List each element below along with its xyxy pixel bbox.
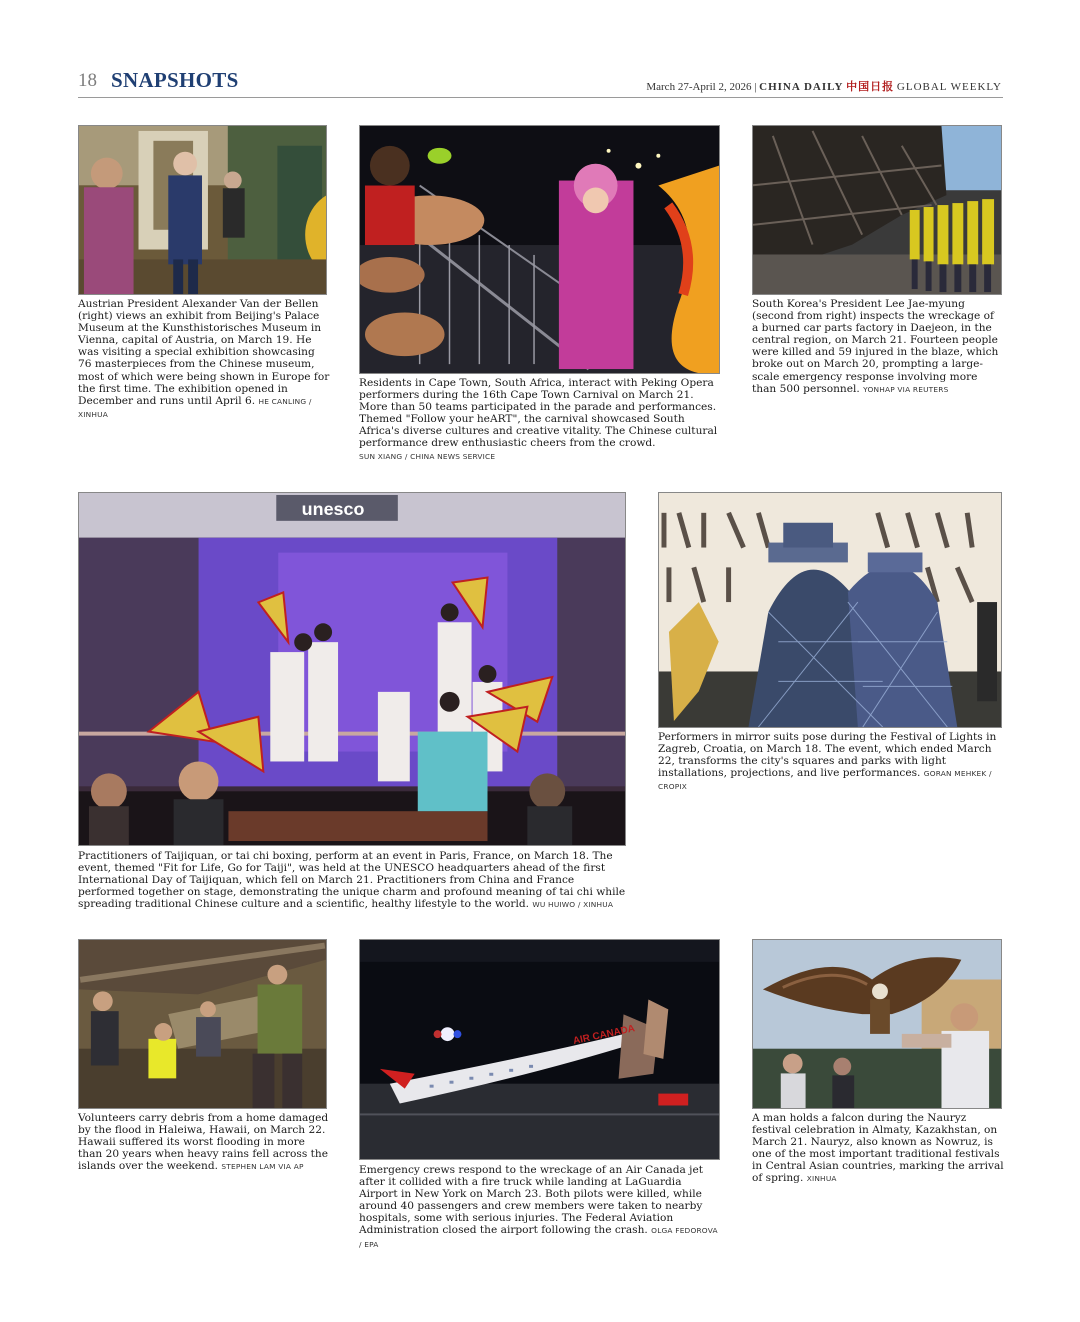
- caption-text: Practitioners of Taijiquan, or tai chi boxing, perform at an event in Paris, France, on March 18. The event, themed "Fit for Life, Go for Taiji", was held at the UNESCO headquarters ahead of the first International Day of Taijiquan, which fell on March 21. Practitioners from China and France performed together on stage, demonstrating the unique charm and profound meaning of tai chi while spreading traditional Chinese culture and a scientific, healthy lifestyle to the world.: [78, 850, 626, 911]
- caption-text: Performers in mirror suits pose during the Festival of Lights in Zagreb, Croatia, on March 18. The event, which ended March 22, transforms the city's squares and parks with light installations, projections, and live performances.: [658, 731, 997, 780]
- issue-date: March 27-April 2, 2026: [646, 81, 752, 93]
- photo-credit: YONHAP VIA REUTERS: [863, 384, 949, 394]
- photo-vienna-museum: [78, 125, 327, 295]
- photo-credit: OLGA FEDOROVA / EPA: [359, 1226, 718, 1249]
- photo-credit: HE CANLING / XINHUA: [78, 396, 312, 419]
- laguardia-crash-image: [360, 940, 719, 1159]
- zagreb-festival-image: [659, 493, 1001, 727]
- hawaii-flood-image: [79, 940, 326, 1108]
- photo-unesco-tai-chi: [78, 492, 626, 846]
- aircraft-livery: AIR CANADA: [572, 1023, 636, 1047]
- caption-unesco-tai-chi: [78, 850, 626, 911]
- photo-almaty-falcon: [752, 939, 1002, 1109]
- photo-hawaii-flood: [78, 939, 327, 1109]
- section-title: SNAPSHOTS: [111, 68, 239, 92]
- photo-credit: GORAN MEHKEK / CROPIX: [658, 769, 992, 792]
- masthead-separator: |: [754, 81, 757, 93]
- caption-laguardia-crash: [359, 1164, 721, 1251]
- caption-text: Austrian President Alexander Van der Bellen (right) views an exhibit from Beijing's Palace Museum at the Kunsthistorisches Museum in Vienna, capital of Austria, on March 19. He was visiting a special exhibition showcasing 76 masterpieces from the Chinese museum, most of which were being shown in Europe for the first time. The exhibition opened in December and runs until April 6.: [78, 298, 330, 407]
- photo-daejeon-factory-fire: [752, 125, 1002, 295]
- header-rule: [78, 97, 1003, 98]
- photo-credit: STEPHEN LAM VIA AP: [221, 1162, 304, 1172]
- unesco-sign: unesco: [301, 498, 365, 519]
- caption-text: A man holds a falcon during the Nauryz festival celebration in Almaty, Kazakhstan, on March 21. Nauryz, also known as Nowruz, is one of the most important traditional festivals in Central Asian countries, marking the arrival of spring.: [752, 1112, 1004, 1185]
- photo-zagreb-festival-of-lights: [658, 492, 1002, 728]
- caption-vienna-museum: [78, 298, 330, 421]
- edition-name: GLOBAL WEEKLY: [896, 81, 1002, 93]
- unesco-tai-chi-image: [79, 493, 625, 845]
- photo-cape-town-carnival: [359, 125, 720, 374]
- caption-text: Volunteers carry debris from a home damaged by the flood in Haleiwa, Hawaii, on March 22. Hawaii suffered its worst flooding in more than 20 years when heavy rains fell across the islands over the weekend.: [78, 1112, 329, 1173]
- cape-town-carnival-image: [360, 126, 719, 373]
- caption-text: Emergency crews respond to the wreckage of an Air Canada jet after it collided with a fire truck while landing at LaGuardia Airport in New York on March 23. Both pilots were killed, while around 40 passengers and crew members were taken to nearby hospitals, some with serious injuries. The Federal Aviation Administration closed the airport following the crash.: [359, 1164, 703, 1237]
- almaty-falcon-image: [753, 940, 1001, 1108]
- brand-name: CHINA DAILY: [759, 81, 844, 93]
- caption-text: South Korea's President Lee Jae-myung (second from right) inspects the wreckage of a burned car parts factory in Daejeon, in the central region, on March 21. Fourteen people were killed and 59 injured in the blaze, which broke out on March 20, prompting a large-scale emergency response involving more than 500 personnel.: [752, 298, 999, 395]
- caption-cape-town-carnival: [359, 377, 721, 463]
- caption-zagreb-festival-of-lights: [658, 731, 1002, 793]
- caption-text: Residents in Cape Town, South Africa, interact with Peking Opera performers during the 16th Cape Town Carnival on March 21. More than 50 teams participated in the parade and performances. Themed "Follow your heART", the carnival showcased South Africa's diverse cultures and creative vitality. The Chinese cultural performance drew enthusiastic cheers from the crowd.: [359, 377, 718, 450]
- photo-credit: WU HUIWO / XINHUA: [532, 900, 614, 910]
- brand-name-chinese: 中国日报: [846, 81, 895, 93]
- caption-hawaii-flood: [78, 1112, 330, 1173]
- caption-almaty-falcon: [752, 1112, 1004, 1186]
- caption-daejeon-factory-fire: [752, 298, 1002, 396]
- page-number: 18: [78, 70, 97, 91]
- photo-credit: SUN XIANG / CHINA NEWS SERVICE: [359, 451, 496, 461]
- vienna-museum-image: [79, 126, 326, 294]
- daejeon-factory-fire-image: [753, 126, 1001, 294]
- masthead: [646, 78, 1002, 94]
- photo-credit: XINHUA: [806, 1174, 837, 1184]
- photo-laguardia-crash: [359, 939, 720, 1160]
